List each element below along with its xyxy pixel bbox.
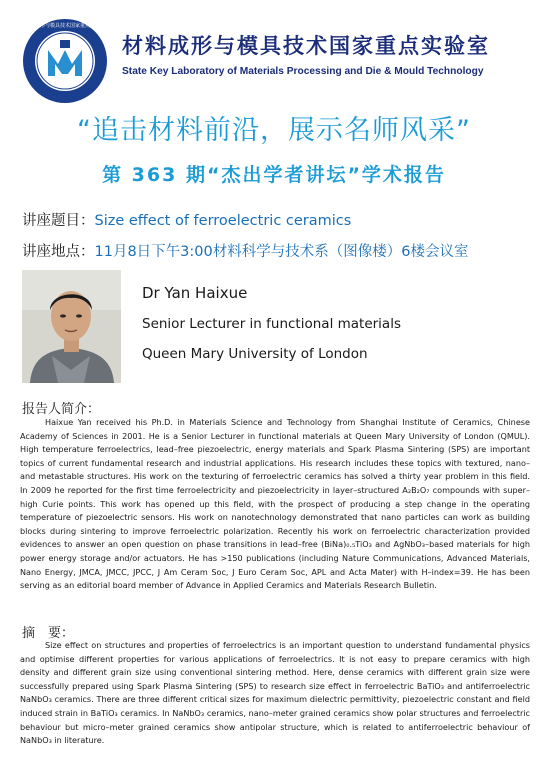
speaker-institution: Queen Mary University of London (142, 346, 368, 362)
venue-label: 讲座地点： (22, 244, 95, 260)
bio-heading: 报告人简介： (22, 402, 101, 417)
speaker-position: Senior Lecturer in functional materials (142, 316, 401, 332)
slogan-heading: “追击材料前沿，展示名师风采” (77, 115, 471, 146)
lab-logo (22, 18, 108, 104)
speaker-photo (22, 270, 121, 383)
abstract-heading: 摘 要： (22, 626, 75, 641)
topic-value: Size effect of ferroelectric ceramics (94, 213, 352, 229)
bio-paragraph: Haixue Yan received his Ph.D. in Materials Science and Technology from Shanghai Institute of Ceramics, Chinese Academy of Sciences in 2001. He is a Senior Lecturer in functional materials at Queen Mary University of London (QMUL). High temperature ferroelectrics, lead–free piezoelectric, energy materials and Spark Plasma Sintering (SPS) are important topics of current fundamental research and industrial applications. His research includes these topics with textured, nano– and metastable structures. His work on the texturing of ferroelectric ceramics has solved a thirty year problem in this field. In 2009 he reported for the first time ferroelectricity and piezoelectricity in layer–structured A₂B₂O₇ compounds with super–high Curie points. This work has opened up this field, with the prospect of producing a step change in the operating temperature of piezoelectric sensors. His work on nanotechnology demonstrated that nano particles can work as building blocks during sintering to improve ferroelectric polarization. Recently his work on ferroelectric characterization provided evidences to answer an open question on phase transitions in lead–free (BiNa)₀.₅TiO₃ and AgNbO₃–based materials for high power energy storage and/or actuators. He has >150 publications (including Nature Communications, Advanced Materials, Nano Energy, JMCA, JMCC, JPCC, J Am Ceram Soc, J Euro Ceram Soc, APL and Acta Mater) with H–index=39. He has been serving as an editorial board member of Advance in Applied Ceramics and Materials Research Bulletin. (20, 417, 530, 591)
lab-name-cn: 材料成形与模具技术国家重点实验室 (122, 34, 490, 58)
svg-text:材料成形与模具技术国家重点实验室: 材料成形与模具技术国家重点实验室 (24, 23, 106, 29)
topic-label: 讲座题目： (22, 213, 95, 229)
venue-value: 11月8日下午3:00材料科学与技术系（图像楼）6楼会议室 (94, 244, 469, 260)
talk-venue-row (22, 240, 468, 261)
abstract-paragraph: Size effect on structures and properties of ferroelectrics is an important question to understand fundamental physics and optimise different properties for various applications of ferroelectrics. It is not easy to prepare ceramics with high density and different grain size using conventional sintering method. Here, dense ceramics with different grain size were successfully prepared using Spark Plasma Sintering (SPS) to research size effect in ferroelectric BaTiO₃ and antiferroelectric NaNbO₃ ceramics. There are three different critical sizes for maximum dielectric permittivity, piezoelectric constant and field induced strain in BaTiO₃ ceramics. In NaNbO₃ ceramics, nano–meter grained ceramics show polar structures and ferroelectric behaviour but micro–meter grained ceramics show antipolar structure, which is related to antiferroelectric behaviour of NaNbO₃ in literature. (20, 640, 530, 746)
talk-topic-row (22, 209, 351, 230)
lab-name-en: State Key Laboratory of Materials Processing and Die & Mould Technology (122, 66, 484, 77)
speaker-name: Dr Yan Haixue (142, 284, 248, 302)
issue-title: 第 363 期“杰出学者讲坛”学术报告 (102, 164, 446, 186)
